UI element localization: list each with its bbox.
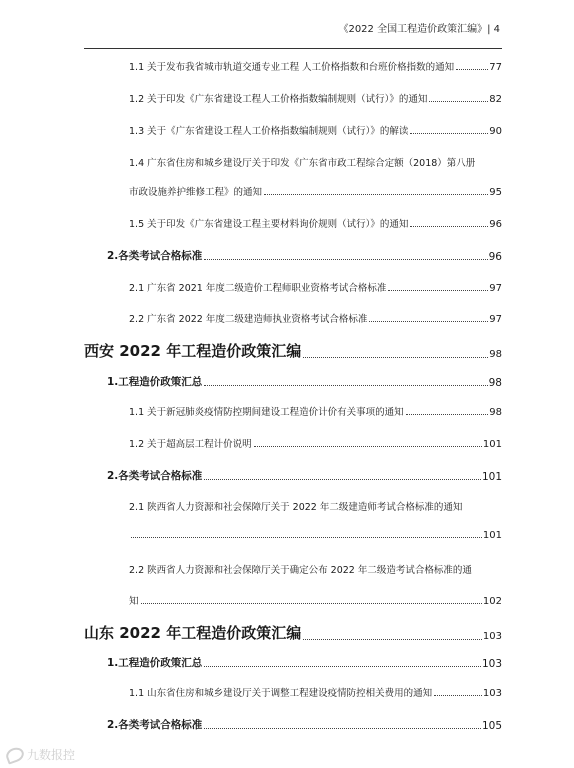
toc-entry-gd-1-4[interactable]: [129, 184, 502, 198]
toc-section-xa-2[interactable]: [107, 468, 502, 483]
toc-page-number: 103: [482, 688, 502, 699]
toc-section-title: 2.各类考试合格标准: [107, 719, 203, 731]
toc-page-number: 95: [489, 187, 502, 198]
toc-entry-title: 1.2 关于印发《广东省建设工程人工价格指数编制规则（试行）》的通知: [129, 94, 428, 105]
toc-section-gd-2[interactable]: [107, 248, 502, 263]
toc-entry-sd-1-1[interactable]: [129, 685, 502, 699]
toc-leader-dots: [264, 193, 488, 195]
running-header: 《2022 全国工程造价政策汇编》| 4: [338, 24, 500, 35]
toc-entry-gd-1-4-line1[interactable]: 1.4 广东省住房和城乡建设厅关于印发《广东省市政工程综合定额（2018）第八册: [129, 158, 476, 169]
toc-leader-dots: [388, 289, 488, 291]
toc-page-number: 101: [482, 439, 502, 450]
toc-leader-dots: [410, 225, 488, 227]
toc-leader-dots: [204, 258, 487, 260]
toc-entry-xa-1-2[interactable]: [129, 436, 502, 450]
toc-page-number: 96: [489, 219, 502, 230]
app-logo-icon: [4, 745, 26, 764]
toc-leader-dots: [141, 602, 482, 604]
toc-section-title: 1.工程造价政策汇总: [107, 657, 203, 669]
toc-chapter-title: 西安 2022 年工程造价政策汇编: [84, 342, 302, 360]
toc-page-number: 98: [489, 349, 502, 360]
toc-leader-dots: [410, 132, 488, 134]
toc-page-number: 105: [481, 720, 502, 732]
toc-entry-title: 1.1 关于新冠肺炎疫情防控期间建设工程造价计价有关事项的通知: [129, 407, 404, 418]
toc-leader-dots: [303, 356, 488, 358]
toc-entry-title: 市政设施养护维修工程》的通知: [129, 187, 263, 198]
watermark: [6, 746, 75, 763]
toc-entry-gd-1-3[interactable]: [129, 123, 502, 137]
toc-chapter-shandong[interactable]: [84, 622, 502, 643]
toc-entry-xa-1-1[interactable]: [129, 404, 502, 418]
toc-entry-gd-1-1[interactable]: [129, 59, 502, 73]
toc-page-number: 102: [482, 596, 502, 607]
toc-page-number: 101: [481, 471, 502, 483]
toc-leader-dots: [434, 694, 482, 696]
toc-chapter-xian[interactable]: [84, 340, 502, 361]
toc-entry-title: 知: [129, 596, 139, 607]
toc-page-number: 77: [489, 62, 502, 73]
toc-entry-title: 2.1 广东省 2021 年度二级造价工程师职业资格考试合格标准: [129, 283, 387, 294]
toc-leader-dots: [204, 384, 487, 386]
toc-leader-dots: [429, 100, 488, 102]
toc-page-number: 101: [482, 530, 502, 541]
toc-chapter-title: 山东 2022 年工程造价政策汇编: [84, 624, 302, 642]
toc-page-number: 82: [489, 94, 502, 105]
header-divider: [84, 48, 502, 49]
toc-entry-gd-2-2[interactable]: [129, 311, 502, 325]
watermark-text: 九数报控: [27, 748, 76, 762]
toc-page-number: 98: [489, 407, 502, 418]
toc-section-xa-1[interactable]: [107, 374, 502, 389]
toc-entry-xa-2-1-line1[interactable]: 2.1 陕西省人力资源和社会保障厅关于 2022 年二级建造师考试合格标准的通知: [129, 502, 463, 513]
toc-leader-dots: [254, 445, 482, 447]
toc-page-number: 103: [481, 658, 502, 670]
toc-page-number: 97: [489, 314, 502, 325]
toc-entry-xa-2-2[interactable]: [129, 593, 502, 607]
toc-page-number: 103: [482, 631, 502, 642]
toc-leader-dots: [204, 665, 481, 667]
toc-leader-dots: [131, 536, 482, 538]
toc-entry-gd-1-2[interactable]: [129, 91, 502, 105]
toc-entry-title: 1.1 关于发布我省城市轨道交通专业工程 人工价格指数和台班价格指数的通知: [129, 62, 455, 73]
toc-section-title: 2.各类考试合格标准: [107, 470, 203, 482]
toc-leader-dots: [303, 638, 482, 640]
toc-section-sd-2[interactable]: [107, 717, 502, 732]
toc-leader-dots: [369, 320, 488, 322]
toc-page-number: 97: [489, 283, 502, 294]
toc-entry-title: 1.3 关于《广东省建设工程人工价格指数编制规则（试行）》的解读: [129, 126, 409, 137]
toc-entry-title: 1.1 山东省住房和城乡建设厅关于调整工程建设疫情防控相关费用的通知: [129, 688, 433, 699]
toc-leader-dots: [406, 413, 489, 415]
toc-entry-title: 1.5 关于印发《广东省建设工程主要材料询价规则（试行）》的通知: [129, 219, 409, 230]
toc-leader-dots: [204, 478, 481, 480]
toc-entry-xa-2-2-line1[interactable]: 2.2 陕西省人力资源和社会保障厅关于确定公布 2022 年二级造考试合格标准的通: [129, 565, 472, 576]
toc-entry-xa-2-1[interactable]: [129, 530, 502, 541]
toc-section-sd-1[interactable]: [107, 655, 502, 670]
toc-leader-dots: [456, 68, 488, 70]
toc-leader-dots: [204, 727, 481, 729]
toc-entry-gd-1-5[interactable]: [129, 216, 502, 230]
toc-section-title: 1.工程造价政策汇总: [107, 376, 203, 388]
toc-section-title: 2.各类考试合格标准: [107, 250, 203, 262]
toc-page-number: 98: [488, 377, 502, 389]
toc-entry-title: 1.2 关于超高层工程计价说明: [129, 439, 252, 450]
toc-page-number: 90: [489, 126, 502, 137]
toc-entry-title: 2.2 广东省 2022 年度二级建造师执业资格考试合格标准: [129, 314, 368, 325]
toc-page-number: 96: [488, 251, 502, 263]
toc-entry-gd-2-1[interactable]: [129, 280, 502, 294]
